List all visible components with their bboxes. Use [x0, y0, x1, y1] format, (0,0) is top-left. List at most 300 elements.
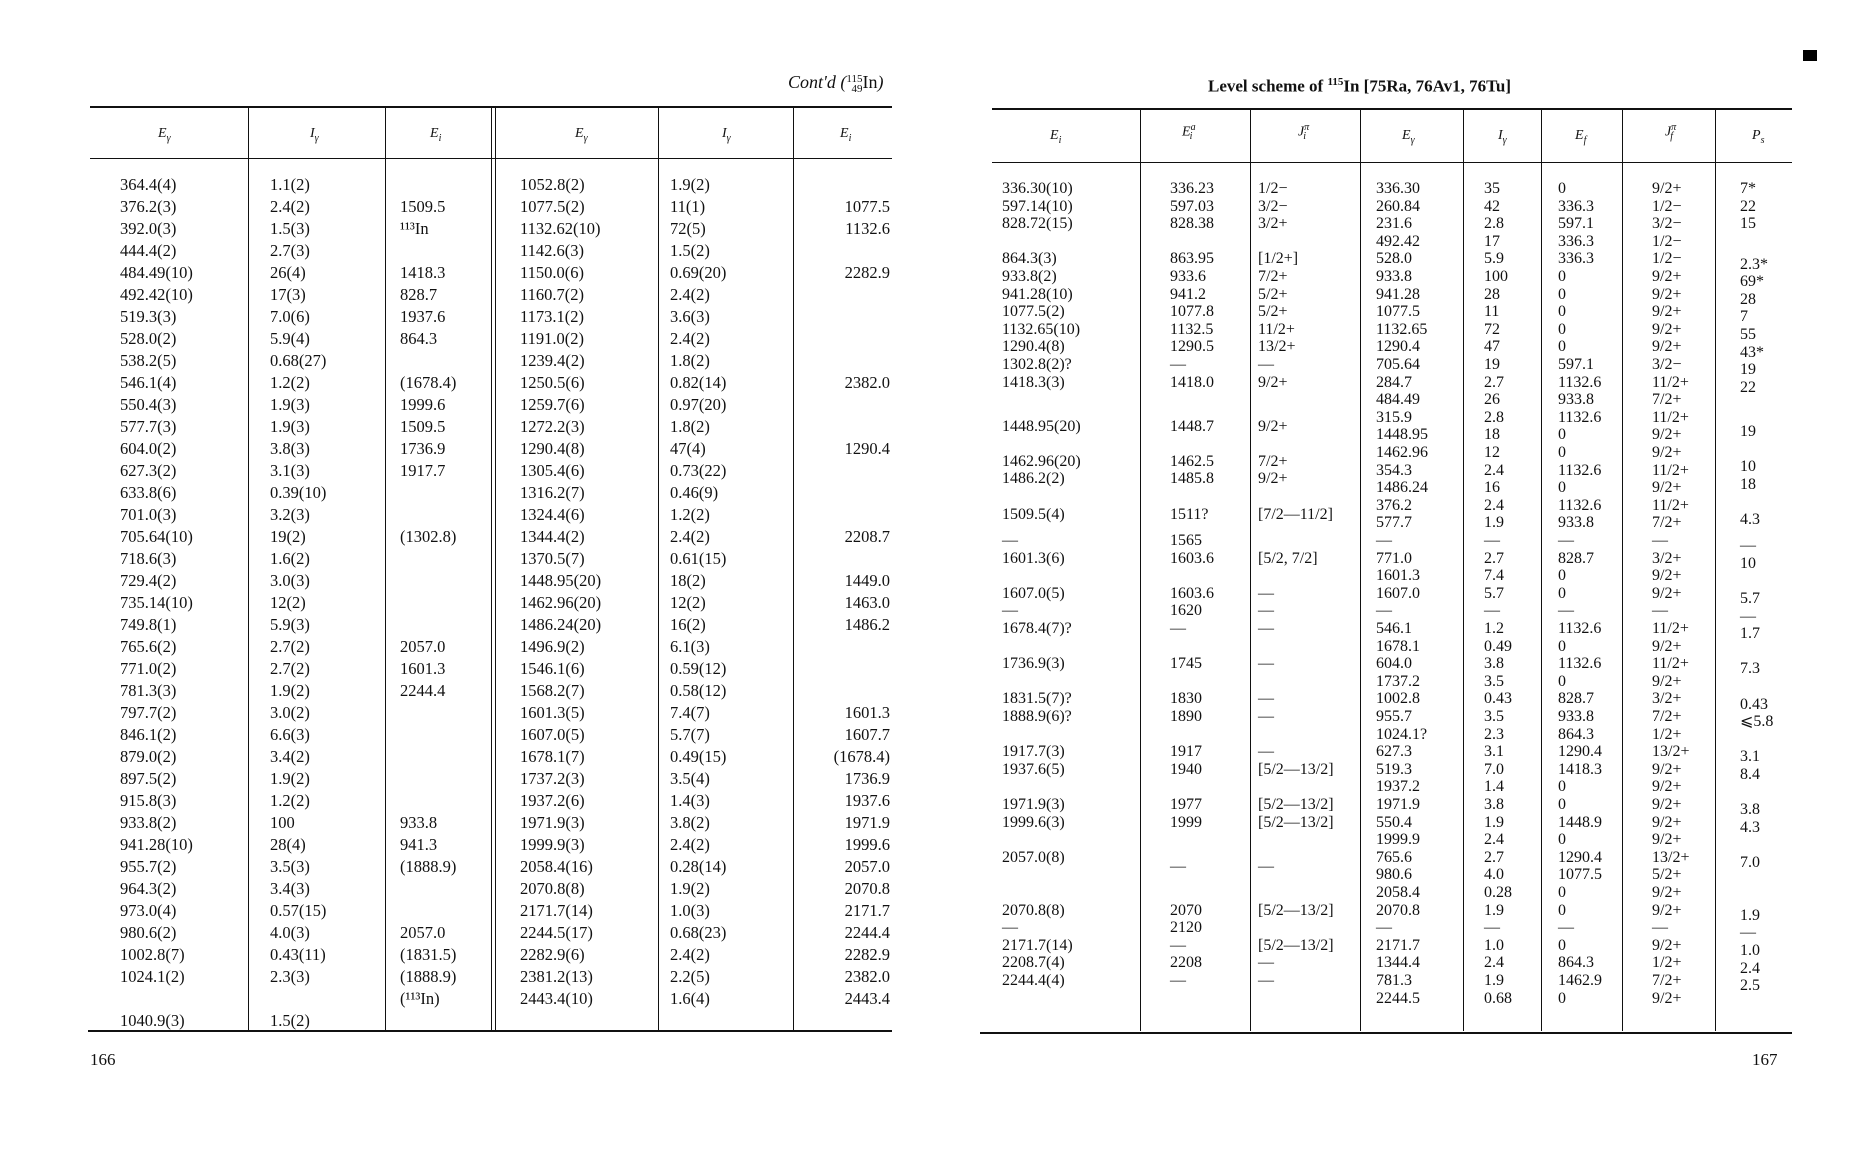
table-cell: 1999.9: [1376, 831, 1420, 849]
table-cell: —: [1652, 532, 1668, 549]
table-cell: —: [1652, 919, 1668, 937]
table-cell: 1160.7(2): [520, 285, 585, 304]
table-cell: 1999.9(3): [520, 835, 585, 854]
table-cell: 3.8(3): [270, 439, 310, 458]
table-cell: 2070.8: [1376, 901, 1420, 919]
table-cell: —: [1376, 532, 1392, 549]
table-cell: 1603.6: [1170, 584, 1214, 602]
table-cell: [400, 240, 485, 262]
table-cell: 9/2+: [1652, 760, 1682, 778]
table-cell: —: [1258, 972, 1274, 989]
atomic-number: 49: [851, 82, 863, 95]
table-cell: 0: [1558, 584, 1566, 602]
table-cell: 9/2+: [1652, 989, 1682, 1007]
table-cell: [1/2+]: [1258, 250, 1299, 268]
table-cell: 3.8: [1484, 796, 1504, 813]
table-cell: 1.9: [1484, 901, 1504, 919]
table-cell: 1/2+: [1652, 954, 1682, 972]
table-cell: 9/2+: [1652, 584, 1682, 602]
table-cell: [5/2—13/2]: [1258, 901, 1334, 919]
table-cell: 528.0: [1376, 250, 1412, 268]
table-cell: 69*: [1740, 273, 1764, 291]
table-cell: [805, 658, 890, 680]
table-cell: 0.69(20): [670, 263, 727, 282]
table-cell: 1.9: [1740, 906, 1760, 924]
table-cell: 9/2+: [1652, 338, 1682, 356]
table-cell: 2.4(2): [670, 527, 710, 546]
table-cell: 1132.6: [845, 219, 890, 238]
table-cell: 1462.9: [1558, 972, 1602, 989]
table-cell: 2.4: [1740, 959, 1760, 977]
table-cell: 1132.62(10): [520, 219, 601, 238]
table-cell: 2.4: [1484, 954, 1504, 972]
table-cell: 1601.3: [844, 703, 890, 722]
table-cell: 0: [1558, 303, 1566, 321]
table-cell: 729.4(2): [120, 571, 177, 590]
table-cell: 11/2+: [1652, 373, 1689, 391]
table-cell: 19: [1740, 422, 1756, 440]
table-cell: 781.3(3): [120, 681, 177, 700]
table-cell: [5/2—13/2]: [1258, 936, 1334, 954]
table-cell: 0.61(15): [670, 549, 727, 568]
table-cell: 749.8(1): [120, 615, 177, 634]
col-header-ef: $E_f$: [1575, 128, 1587, 146]
table-cell: 1052.8(2): [520, 175, 585, 194]
table-cell: 2244.4: [844, 923, 890, 942]
mass-number: 115: [846, 72, 863, 85]
table-cell: 2.7: [1484, 549, 1504, 567]
table-cell: 546.1(4): [120, 373, 177, 392]
table-cell: 1.0: [1484, 936, 1504, 954]
table-cell: 26(4): [270, 263, 306, 282]
table-cell: —: [1258, 356, 1274, 373]
table-cell: 12(2): [270, 593, 306, 612]
table-cell: 3.4(3): [270, 879, 310, 898]
table-cell: 2070.8: [844, 879, 890, 898]
table-cell: 1999.6: [400, 395, 446, 414]
table-cell: [400, 504, 485, 526]
table-cell: 3/2+: [1652, 549, 1682, 567]
table-cell: 1937.6: [844, 791, 890, 810]
table-cell: 6.6(3): [270, 725, 310, 744]
table-cell: 1546.1(6): [520, 659, 585, 678]
table-cell: 1620: [1170, 602, 1202, 620]
col-divider-double: [491, 107, 492, 1032]
table-cell: (1678.4): [833, 747, 890, 766]
table-cell: 538.2(5): [120, 351, 177, 370]
table-cell: 0.28(14): [670, 857, 727, 876]
table-cell: 1509.5(4): [1002, 505, 1065, 523]
table-cell: 9/2+: [1258, 417, 1288, 435]
col-divider-double: [495, 107, 496, 1032]
table-cell: 7/2+: [1652, 972, 1682, 989]
table-cell: 0: [1558, 285, 1566, 303]
table-cell: 3.8: [1484, 655, 1504, 673]
table-cell: 1917: [1170, 743, 1202, 761]
table-cell: —: [1258, 857, 1274, 875]
table-cell: 284.7: [1376, 373, 1412, 391]
table-cell: 0: [1558, 989, 1566, 1007]
table-cell: 0.73(22): [670, 461, 727, 480]
table-cell: 12: [1484, 444, 1500, 461]
page-number-right: 167: [1752, 1050, 1778, 1069]
table-cell: 765.6: [1376, 848, 1412, 866]
table-cell: 1971.9: [1376, 796, 1420, 813]
table-cell: 718.6(3): [120, 549, 177, 568]
table-cell: —: [1484, 602, 1500, 620]
table-cell: 0: [1558, 338, 1566, 356]
table-cell: 2208.7(4): [1002, 954, 1065, 972]
table-cell: 597.03: [1170, 197, 1214, 215]
table-cell: [400, 592, 485, 614]
table-cell: 771.0(2): [120, 659, 177, 678]
table-cell: 1002.8(7): [120, 945, 185, 964]
table-cell: 1418.3: [1558, 760, 1602, 778]
col-divider: [1360, 109, 1361, 1031]
table-cell: 519.3: [1376, 760, 1412, 778]
table-cell: [7/2—11/2]: [1258, 505, 1333, 523]
table-cell: 3.4(2): [270, 747, 310, 766]
table-cell: 1.9(3): [270, 395, 310, 414]
col-divider: [658, 107, 659, 1032]
table-cell: 9/2+: [1652, 444, 1682, 461]
table-cell: 100: [1484, 268, 1508, 285]
table-cell: 7/2+: [1652, 391, 1682, 409]
table-cell: 1462.5: [1170, 452, 1214, 470]
table-cell: 2.7: [1484, 848, 1504, 866]
table-cell: 604.0(2): [120, 439, 177, 458]
table-cell: 16(2): [670, 615, 706, 634]
table-cell: 15: [1740, 215, 1756, 233]
table-cell: —: [1170, 356, 1186, 373]
table-cell: 2282.9: [844, 945, 890, 964]
table-cell: 864.3: [400, 329, 438, 348]
table-cell: 12(2): [670, 593, 706, 612]
table-cell: 1077.5: [1376, 303, 1420, 321]
table-cell: 2.3: [1484, 725, 1504, 743]
table-cell: 42: [1484, 197, 1500, 215]
table-cell: 2171.7(14): [1002, 936, 1073, 954]
table-cell: 3/2−: [1652, 356, 1682, 373]
table-cell: 2.5: [1740, 977, 1760, 995]
table-cell: (1831.5): [400, 945, 457, 964]
left-column-ei-2: [805, 174, 890, 1010]
table-cell: 9/2+: [1652, 936, 1682, 954]
table-cell: 1132.6: [1558, 408, 1602, 426]
col-divider: [1622, 109, 1623, 1031]
table-cell: 1324.4(6): [520, 505, 585, 524]
table-cell: 0: [1558, 426, 1566, 444]
table-cell: [400, 878, 485, 900]
table-cell: 9/2+: [1652, 672, 1682, 690]
left-column-egamma-2: [520, 174, 655, 1010]
table-bottom-rule: [980, 1032, 1792, 1034]
table-cell: 2070: [1170, 901, 1202, 919]
table-cell: 1.1(2): [270, 175, 310, 194]
table-cell: 315.9: [1376, 408, 1412, 426]
table-cell: 846.1(2): [120, 725, 177, 744]
table-cell: 0: [1558, 796, 1566, 813]
table-cell: 1830: [1170, 690, 1202, 708]
table-cell: 3.8: [1740, 801, 1760, 819]
table-cell: [805, 240, 890, 262]
table-cell: 336.23: [1170, 180, 1214, 197]
table-cell: 1601.3: [400, 659, 446, 678]
table-cell: 0: [1558, 778, 1566, 796]
table-cell: 1370.5(7): [520, 549, 585, 568]
col-header-ei: $E_i$: [430, 126, 442, 144]
table-cell: 1344.4(2): [520, 527, 585, 546]
table-cell: 0.49: [1484, 637, 1512, 655]
table-cell: 9/2+: [1652, 479, 1682, 497]
table-cell: —: [1258, 602, 1274, 620]
table-cell: 1736.9: [844, 769, 890, 788]
table-cell: 0.59(12): [670, 659, 727, 678]
table-cell: 933.6: [1170, 268, 1206, 285]
table-cell: 9/2+: [1652, 637, 1682, 655]
table-cell: 484.49: [1376, 391, 1420, 409]
table-cell: 1736.9: [400, 439, 446, 458]
table-cell: 1132.65: [1376, 320, 1428, 338]
table-cell: 1024.1?: [1376, 725, 1428, 743]
table-cell: 7.4: [1484, 567, 1504, 585]
table-cell: —: [1376, 919, 1392, 937]
table-cell: 1.9: [1484, 514, 1504, 532]
table-cell: 1077.5: [1558, 866, 1602, 884]
table-cell: 17: [1484, 232, 1500, 250]
table-cell: 13/2+: [1652, 848, 1690, 866]
table-cell: 1290.5: [1170, 338, 1214, 356]
table-cell: [400, 614, 485, 636]
table-cell: 0.68(27): [270, 351, 327, 370]
table-cell: [805, 416, 890, 438]
table-cell: 2070.8(8): [1002, 901, 1065, 919]
table-cell: 1.2: [1484, 620, 1504, 637]
table-cell: 1940: [1170, 760, 1202, 778]
left-column-igamma-2: [670, 174, 790, 1010]
table-cell: 5.9(4): [270, 329, 310, 348]
table-cell: 933.8: [1558, 708, 1594, 725]
table-cell: 1603.6: [1170, 549, 1214, 567]
left-column-ei-1: [400, 174, 485, 1032]
table-cell: 1132.5: [1170, 320, 1214, 338]
table-cell: 701.0(3): [120, 505, 177, 524]
table-cell: 336.30(10): [1002, 180, 1073, 197]
table-cell: 1250.5(6): [520, 373, 585, 392]
table-cell: 0: [1558, 831, 1566, 849]
table-cell: 11(1): [670, 197, 706, 216]
table-cell: 492.42(10): [120, 285, 193, 304]
table-cell: 9/2+: [1652, 285, 1682, 303]
table-cell: 0: [1558, 268, 1566, 285]
table-cell: 18: [1484, 426, 1500, 444]
col-divider: [1140, 109, 1141, 1031]
table-cell: 1737.2(3): [520, 769, 585, 788]
table-cell: 1/2+: [1652, 725, 1682, 743]
table-cell: 933.8: [1376, 268, 1412, 285]
table-cell: 3.5(3): [270, 857, 310, 876]
table-cell: 28: [1740, 290, 1756, 308]
table-cell: 2.7(3): [270, 241, 310, 260]
col-header-igamma: $I_\gamma$: [722, 126, 731, 144]
table-cell: 0.97(20): [670, 395, 727, 414]
table-cell: 5.7: [1484, 584, 1504, 602]
table-cell: 1999.6(3): [1002, 813, 1065, 831]
table-cell: 933.8(2): [1002, 268, 1057, 285]
right-page: [930, 0, 1872, 1152]
table-cell: 1.5(3): [270, 219, 310, 238]
table-cell: 5.9: [1484, 250, 1504, 268]
table-cell: ¹¹³In: [400, 219, 429, 238]
table-cell: 47(4): [670, 439, 706, 458]
table-cell: [400, 768, 485, 790]
table-cell: 2058.4(16): [520, 857, 593, 876]
table-cell: 0: [1558, 637, 1566, 655]
table-cell: 1607.0(5): [520, 725, 585, 744]
table-cell: 765.6(2): [120, 637, 177, 656]
table-cell: 4.3: [1740, 818, 1760, 836]
table-cell: 2.2(5): [670, 967, 710, 986]
table-cell: [5/2, 7/2]: [1258, 549, 1318, 567]
table-cell: 9/2+: [1652, 268, 1682, 285]
table-cell: 0: [1558, 320, 1566, 338]
table-cell: 1.2(2): [670, 505, 710, 524]
table-cell: 11/2+: [1652, 408, 1689, 426]
table-cell: 0: [1558, 180, 1566, 197]
table-cell: 1486.24(20): [520, 615, 602, 634]
table-cell: 0.43: [1740, 695, 1768, 713]
table-cell: 1462.96(20): [1002, 452, 1081, 470]
table-cell: 1448.95(20): [520, 571, 602, 590]
table-cell: 9/2+: [1652, 180, 1682, 197]
col-divider: [1715, 109, 1716, 1031]
table-cell: 9/2+: [1652, 901, 1682, 919]
table-cell: [805, 680, 890, 702]
col-header-ei: $E_i$: [840, 126, 852, 144]
table-cell: 18: [1740, 475, 1756, 493]
table-cell: 1272.2(3): [520, 417, 585, 436]
table-cell: (1888.9): [400, 857, 457, 876]
table-cell: 7.4(7): [670, 703, 710, 722]
table-cell: 5/2+: [1652, 866, 1682, 884]
table-cell: (1678.4): [400, 373, 457, 392]
table-cell: 2.4(2): [670, 945, 710, 964]
table-cell: 0.39(10): [270, 483, 327, 502]
table-cell: 0.68: [1484, 989, 1512, 1007]
table-cell: 1937.2: [1376, 778, 1420, 796]
table-cell: 1448.7: [1170, 417, 1214, 435]
table-cell: —: [1170, 936, 1186, 954]
table-cell: [400, 900, 485, 922]
col-divider: [1541, 109, 1542, 1031]
table-cell: 2443.4: [844, 989, 890, 1008]
col-divider: [248, 107, 249, 1032]
table-cell: 1977: [1170, 796, 1202, 813]
table-header-rule: [992, 162, 1792, 163]
table-cell: 1259.7(6): [520, 395, 585, 414]
table-cell: 364.4(4): [120, 175, 177, 194]
table-cell: 1302.8(2)?: [1002, 356, 1072, 373]
table-cell: [805, 394, 890, 416]
table-cell: 1150.0(6): [520, 263, 585, 282]
table-cell: 964.3(2): [120, 879, 177, 898]
col-header-ps: $P_s$: [1752, 128, 1765, 146]
table-cell: 484.49(10): [120, 263, 193, 282]
left-column-igamma-1: [270, 174, 380, 1032]
table-cell: —: [1258, 954, 1274, 972]
table-cell: 47: [1484, 338, 1500, 356]
table-cell: 3.0(3): [270, 571, 310, 590]
table-cell: 1937.6: [400, 307, 446, 326]
table-cell: 3.5: [1484, 672, 1504, 690]
right-page-title: Level scheme of $^{115}$In [75Ra, 76Av1, 76Tu]: [1208, 76, 1512, 96]
table-cell: [805, 306, 890, 328]
table-cell: 1077.5(2): [1002, 303, 1065, 321]
table-cell: 336.3: [1558, 250, 1594, 268]
table-cell: 2171.7(14): [520, 901, 593, 920]
table-cell: —: [1740, 607, 1756, 625]
table-cell: 0: [1558, 884, 1566, 901]
table-cell: 5.7: [1740, 590, 1760, 608]
table-cell: —: [1258, 690, 1274, 708]
table-cell: 528.0(2): [120, 329, 177, 348]
table-cell: 879.0(2): [120, 747, 177, 766]
table-cell: 2057.0(8): [1002, 848, 1065, 866]
table-cell: 11/2+: [1652, 461, 1689, 479]
table-cell: 1509.5: [400, 197, 446, 216]
table-cell: 9/2+: [1652, 831, 1682, 849]
table-cell: 2.4: [1484, 496, 1504, 514]
table-cell: 0.28: [1484, 884, 1512, 901]
table-cell: 1.0: [1740, 942, 1760, 960]
table-cell: 1601.3: [1376, 567, 1420, 585]
table-cell: 1971.9: [844, 813, 890, 832]
table-cell: 980.6: [1376, 866, 1412, 884]
table-cell: 2120: [1170, 919, 1202, 937]
table-cell: [805, 328, 890, 350]
table-cell: 7.0(6): [270, 307, 310, 326]
table-cell: —: [1170, 972, 1186, 989]
table-cell: 1.9: [1484, 972, 1504, 989]
table-cell: 771.0: [1376, 549, 1412, 567]
table-cell: 2.4: [1484, 461, 1504, 479]
table-cell: 1971.9(3): [1002, 796, 1065, 813]
table-cell: 863.95: [1170, 250, 1214, 268]
table-cell: 11/2+: [1652, 620, 1689, 637]
table-cell: 7*: [1740, 180, 1756, 197]
table-cell: 336.30: [1376, 180, 1420, 197]
table-cell: 2282.9: [844, 263, 890, 282]
table-cell: —: [1558, 919, 1574, 937]
table-cell: 7.0: [1484, 760, 1504, 778]
table-cell: 492.42: [1376, 232, 1420, 250]
table-cell: 9/2+: [1652, 567, 1682, 585]
table-cell: 3.0(2): [270, 703, 310, 722]
table-cell: 336.3: [1558, 197, 1594, 215]
table-cell: 1290.4: [1558, 848, 1602, 866]
table-cell: 0.82(14): [670, 373, 727, 392]
table-cell: 19(2): [270, 527, 306, 546]
table-cell: 19: [1484, 356, 1500, 373]
table-cell: 1040.9(3): [120, 1011, 185, 1030]
table-cell: 3.5: [1484, 708, 1504, 725]
col-header-egamma: $E_\gamma$: [575, 126, 588, 144]
table-cell: [400, 790, 485, 812]
table-cell: 3.2(3): [270, 505, 310, 524]
table-cell: 2.7(2): [270, 637, 310, 656]
table-cell: 797.7(2): [120, 703, 177, 722]
table-cell: 1.9(3): [270, 417, 310, 436]
